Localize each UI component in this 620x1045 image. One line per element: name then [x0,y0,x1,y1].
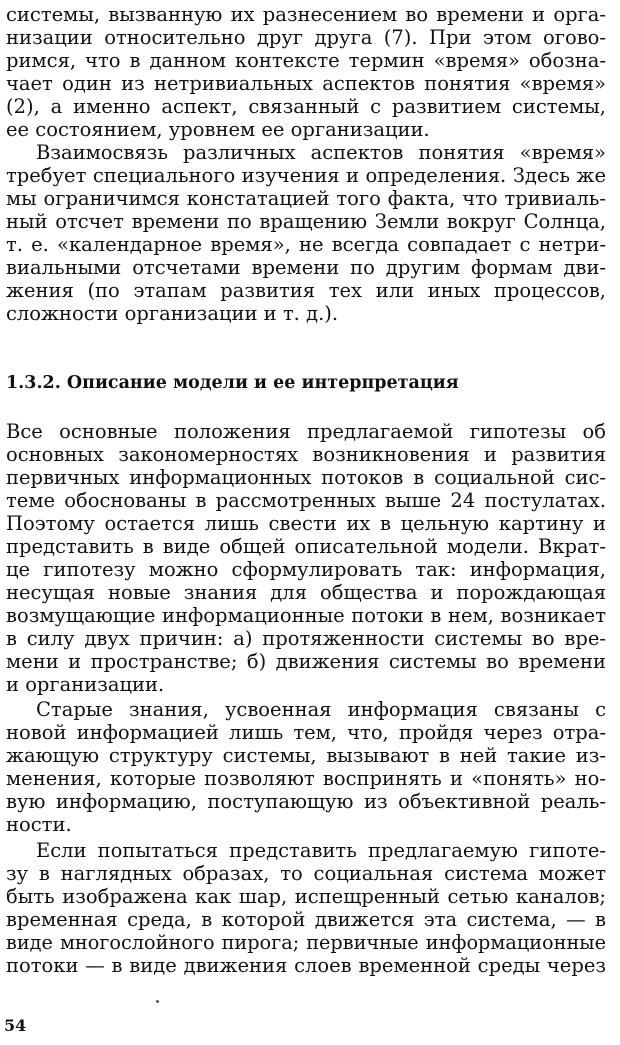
text-line: ности. [6,813,72,836]
text-line: новой информацией лишь тем, что, пройдя через отра- [6,721,606,744]
text-line: низации относительно друг друга (7). При этом огово- [6,26,606,49]
text-line: основных закономерностях возникновения и развития [6,443,606,466]
text-line: мы ограничимся констатацией того факта, что тривиаль- [6,187,606,210]
text-line: требует специального изучения и определения. Здесь же [6,164,606,187]
text-line: и организации. [6,673,165,696]
text-line: потоки — в виде движения слоев временной среды через [6,954,606,977]
text-line: чает один из нетривиальных аспектов понятия «время» [6,72,606,95]
text-line: виде многослойного пирога; первичные информационные [6,931,606,954]
text-line: ный отсчет времени по вращению Земли вокруг Солнца, [6,210,606,233]
text-line: возмущающие информационные потоки в нем, возникает [6,604,606,627]
text-line: в силу двух причин: а) протяженности системы во вре- [6,627,606,650]
text-line: временная среда, в которой движется эта система, — в [6,908,606,931]
text-line: (2), а именно аспект, связанный с развитием системы, [6,95,606,118]
page-number: 54 [4,1016,27,1035]
text-line: первичных информационных потоков в социальной сис- [6,466,606,489]
text-line: несущая новые знания для общества и порождающая [6,581,606,604]
text-line: представить в виде общей описательной модели. Вкрат- [6,535,606,558]
text-line: вую информацию, поступающую из объективной реаль- [6,790,606,813]
text-line: теме обоснованы в рассмотренных выше 24 постулатах. [6,489,606,512]
text-line: жающую структуру системы, вызывают в ней такие из- [6,744,606,767]
text-line: Поэтому остается лишь свести их в цельную картину и [6,512,606,535]
text-line: менения, которые позволяют воспринять и «понять» но- [6,767,606,790]
text-line: быть изображена как шар, испещренный сетью каналов; [6,885,606,908]
text-line: зу в наглядных образах, то социальная система может [6,862,606,885]
text-line: Если попытаться представить предлагаемую гипоте- [36,839,606,862]
print-speck [156,1000,159,1003]
text-line: Взаимосвязь различных аспектов понятия «время» [36,141,606,164]
text-line: римся, что в данном контексте термин «время» обозна- [6,49,606,72]
text-line: виальными отсчетами времени по другим формам дви- [6,256,606,279]
text-line: жения (по этапам развития тех или иных процессов, [6,279,606,302]
text-line: т. е. «календарное время», не всегда совпадает с нетри- [6,233,606,256]
text-line: системы, вызванную их разнесением во времени и орга- [6,3,606,26]
text-line: ее состоянием, уровнем ее организации. [6,118,430,141]
text-line: Старые знания, усвоенная информация связаны с [36,698,606,721]
text-line: це гипотезу можно сформулировать так: информация, [6,558,606,581]
text-line: Все основные положения предлагаемой гипотезы об [6,420,606,443]
text-line: сложности организации и т. д.). [6,302,339,325]
text-line: мени и пространстве; б) движения системы во времени [6,650,606,673]
section-heading: 1.3.2. Описание модели и ее интерпретация [6,373,459,393]
